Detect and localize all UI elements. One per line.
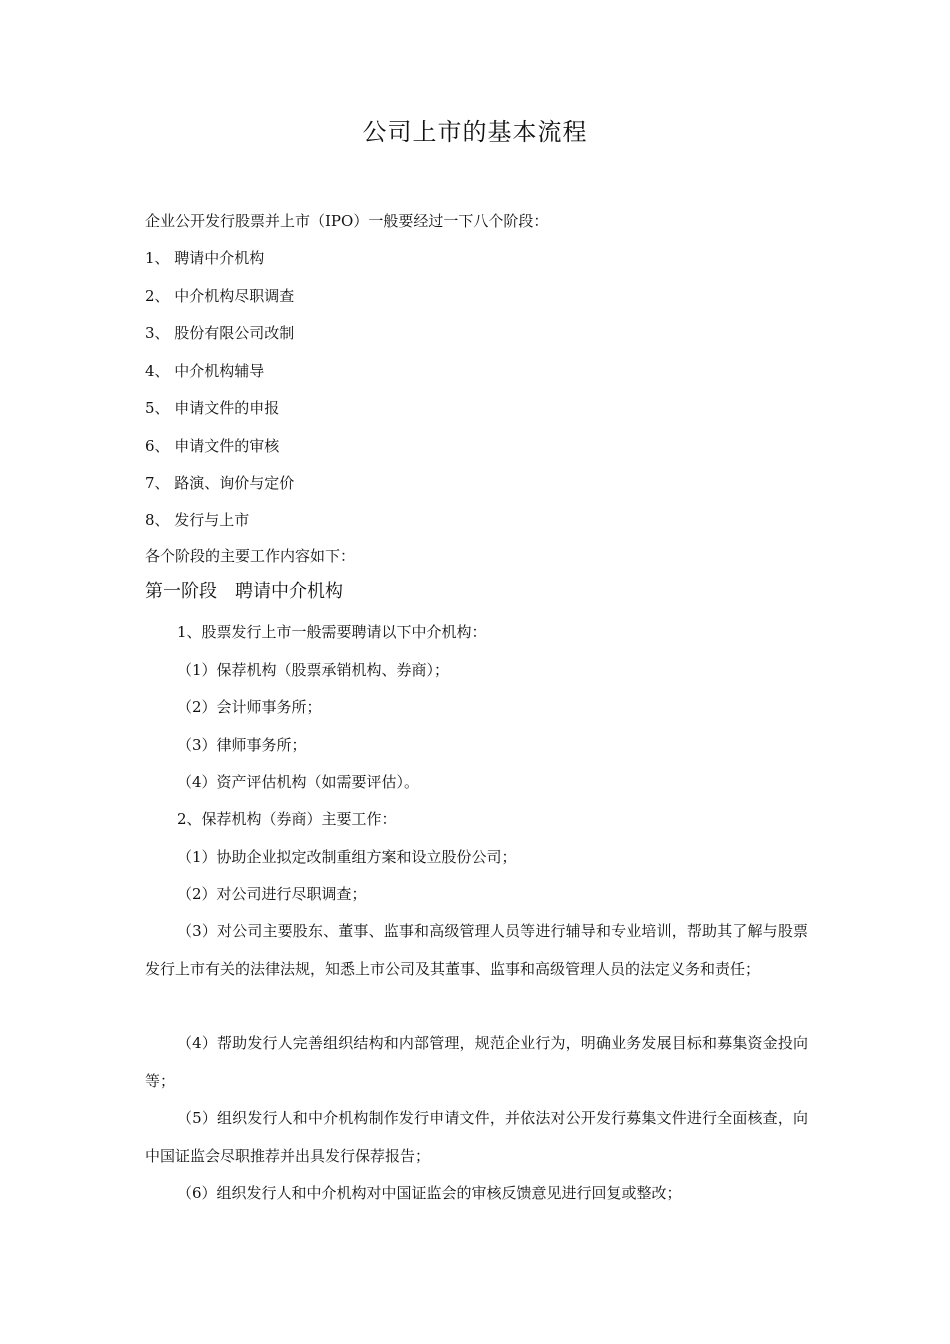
item2-list-1: （1）协助企业拟定改制重组方案和设立股份公司； bbox=[177, 848, 517, 866]
summary-text: 各个阶段的主要工作内容如下： bbox=[145, 547, 356, 565]
item1-list-4: （4）资产评估机构（如需要评估）。 bbox=[177, 773, 420, 791]
item2-title: 2、保荐机构（券商）主要工作： bbox=[177, 810, 397, 828]
item2-list-5: （5）组织发行人和中介机构制作发行申请文件，并依法对公开发行募集文件进行全面核查，向中国证监会尽职推荐并出具发行保荐报告； bbox=[145, 1109, 808, 1165]
stage-item-8: 8、 发行与上市 bbox=[145, 511, 250, 529]
intro-text: 企业公开发行股票并上市（IPO）一般要经过一下八个阶段： bbox=[145, 212, 549, 230]
section-heading: 第一阶段 聘请中介机构 bbox=[145, 581, 343, 602]
stage-item-2: 2、 中介机构尽职调查 bbox=[145, 287, 295, 305]
item2-list-6: （6）组织发行人和中介机构对中国证监会的审核反馈意见进行回复或整改； bbox=[177, 1184, 682, 1202]
stage-item-1: 1、 聘请中介机构 bbox=[145, 249, 265, 267]
item1-title: 1、股票发行上市一般需要聘请以下中介机构： bbox=[177, 623, 487, 641]
stage-item-5: 5、 申请文件的申报 bbox=[145, 399, 280, 417]
stage-item-7: 7、 路演、询价与定价 bbox=[145, 474, 295, 492]
stage-item-4: 4、 中介机构辅导 bbox=[145, 362, 265, 380]
stage-item-3: 3、 股份有限公司改制 bbox=[145, 324, 295, 342]
document-title: 公司上市的基本流程 bbox=[362, 118, 588, 146]
item2-list-3: （3）对公司主要股东、董事、监事和高级管理人员等进行辅导和专业培训，帮助其了解与股票发行上市有关的法律法规，知悉上市公司及其董事、监事和高级管理人员的法定义务和责任； bbox=[145, 922, 808, 978]
item2-list-4: （4）帮助发行人完善组织结构和内部管理，规范企业行为，明确业务发展目标和募集资金投向等； bbox=[145, 1034, 808, 1090]
item1-list-3: （3）律师事务所； bbox=[177, 736, 307, 754]
item1-list-2: （2）会计师事务所； bbox=[177, 698, 322, 716]
stage-item-6: 6、 申请文件的审核 bbox=[145, 437, 280, 455]
item2-list-2: （2）对公司进行尽职调查； bbox=[177, 885, 367, 903]
item1-list-1: （1）保荐机构（股票承销机构、券商）； bbox=[177, 661, 450, 679]
